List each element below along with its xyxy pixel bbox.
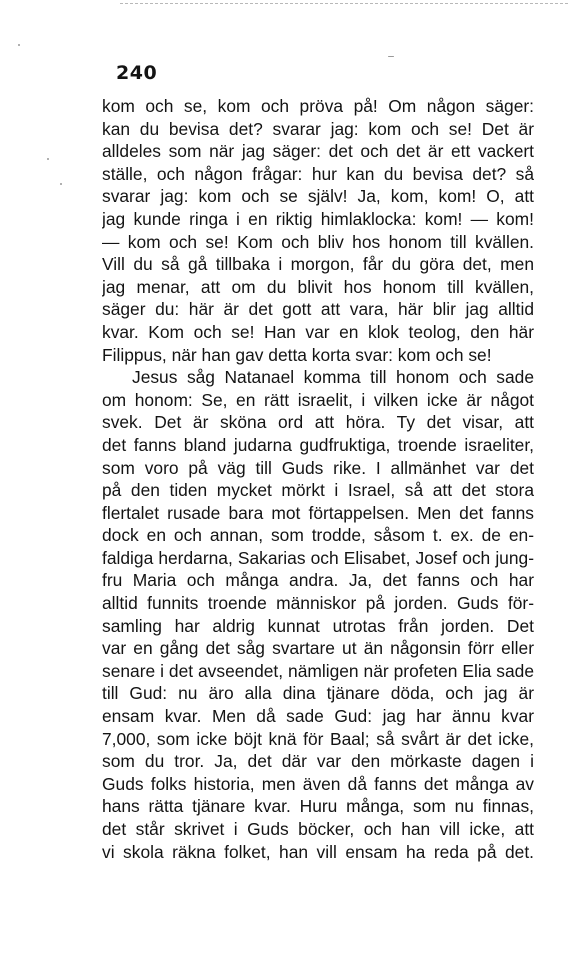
text-line: på den tiden mycket mörkt i Israel, så att det stora: [102, 480, 534, 501]
paper-speck: [60, 183, 62, 185]
page-number: 240: [116, 62, 158, 84]
text-line: fru Maria och många andra. Ja, det fanns och har: [102, 570, 534, 591]
paper-speck: [388, 56, 394, 57]
text-line: alltid funnits troende människor på jorden. Guds för-: [102, 593, 534, 614]
paragraph-end-line: Filippus, när han gav detta korta svar: kom och se!: [102, 344, 492, 365]
text-line: kom och se, kom och pröva på! Om någon säger:: [102, 96, 534, 116]
text-line: jag kunde ringa i en riktig himlaklocka: kom! — kom!: [102, 208, 534, 229]
text-line: senare i det avseendet, nämligen när profeten Elia sade: [102, 660, 534, 681]
text-line: det fanns bland judarna gudfruktiga, troende israeliter,: [102, 434, 534, 455]
text-line: kan du bevisa det? svarar jag: kom och se! Det är: [102, 118, 534, 139]
text-line: faldiga herdarna, Sakarias och Elisabet, Josef och jung-: [102, 547, 534, 568]
text-line: alldeles som när jag säger: det och det är ett vackert: [102, 141, 534, 162]
top-edge-line: [120, 3, 568, 4]
text-line: om honom: Se, en rätt israelit, i vilken icke är något: [102, 389, 534, 410]
text-line: svek. Det är sköna ord att höra. Ty det visar, att: [102, 412, 534, 433]
text-line: flertalet rusade bara mot förtappelsen. Men det fanns: [102, 502, 534, 523]
text-line: Vill du så gå tillbaka i morgon, får du göra det, men: [102, 254, 534, 275]
text-line: var en gång det såg svartare ut än någonsin förr eller: [102, 638, 534, 659]
text-line: ensam kvar. Men då sade Gud: jag har ännu kvar: [102, 706, 534, 727]
text-line: hans rätta tjänare kvar. Huru många, som nu finnas,: [102, 796, 534, 817]
text-line: som du tror. Ja, det där var den mörkaste dagen i: [102, 751, 534, 772]
paper-speck: [47, 158, 49, 160]
body-text: [102, 95, 534, 863]
text-line: 7,000, som icke böjt knä för Baal; så svårt är det icke,: [102, 728, 534, 749]
text-line: som voro på väg till Guds rike. I allmänhet var det: [102, 457, 534, 478]
text-line: till Gud: nu äro alla dina tjänare döda, och jag är: [102, 683, 534, 704]
text-line: det står skrivet i Guds böcker, och han vill icke, att: [102, 819, 534, 839]
text-line: ställe, och någon frågar: hur kan du bevisa det? så: [102, 163, 534, 184]
text-line: säger du: här är det gott att vara, här blir jag alltid: [102, 299, 534, 320]
text-line: — kom och se! Kom och bliv hos honom till kvällen.: [102, 231, 534, 252]
text-line: dock en och annan, som trodde, såsom t. ex. de en-: [102, 525, 534, 546]
text-line: svarar jag: kom och se själv! Ja, kom, kom! O, att: [102, 186, 534, 207]
text-line: samling har aldrig kunnat utrotas från jorden. Det: [102, 615, 534, 636]
text-line: kvar. Kom och se! Han var en klok teolog, den här: [102, 321, 534, 342]
text-line: jag menar, att om du blivit hos honom till kvällen,: [102, 276, 534, 297]
paper-speck: [18, 44, 20, 46]
text-line: vi skola räkna folket, han vill ensam ha reda på det.: [102, 841, 534, 862]
paragraph-start-line: Jesus såg Natanael komma till honom och sade: [132, 367, 534, 388]
text-line: Guds folks historia, men även då fanns det många av: [102, 773, 534, 794]
